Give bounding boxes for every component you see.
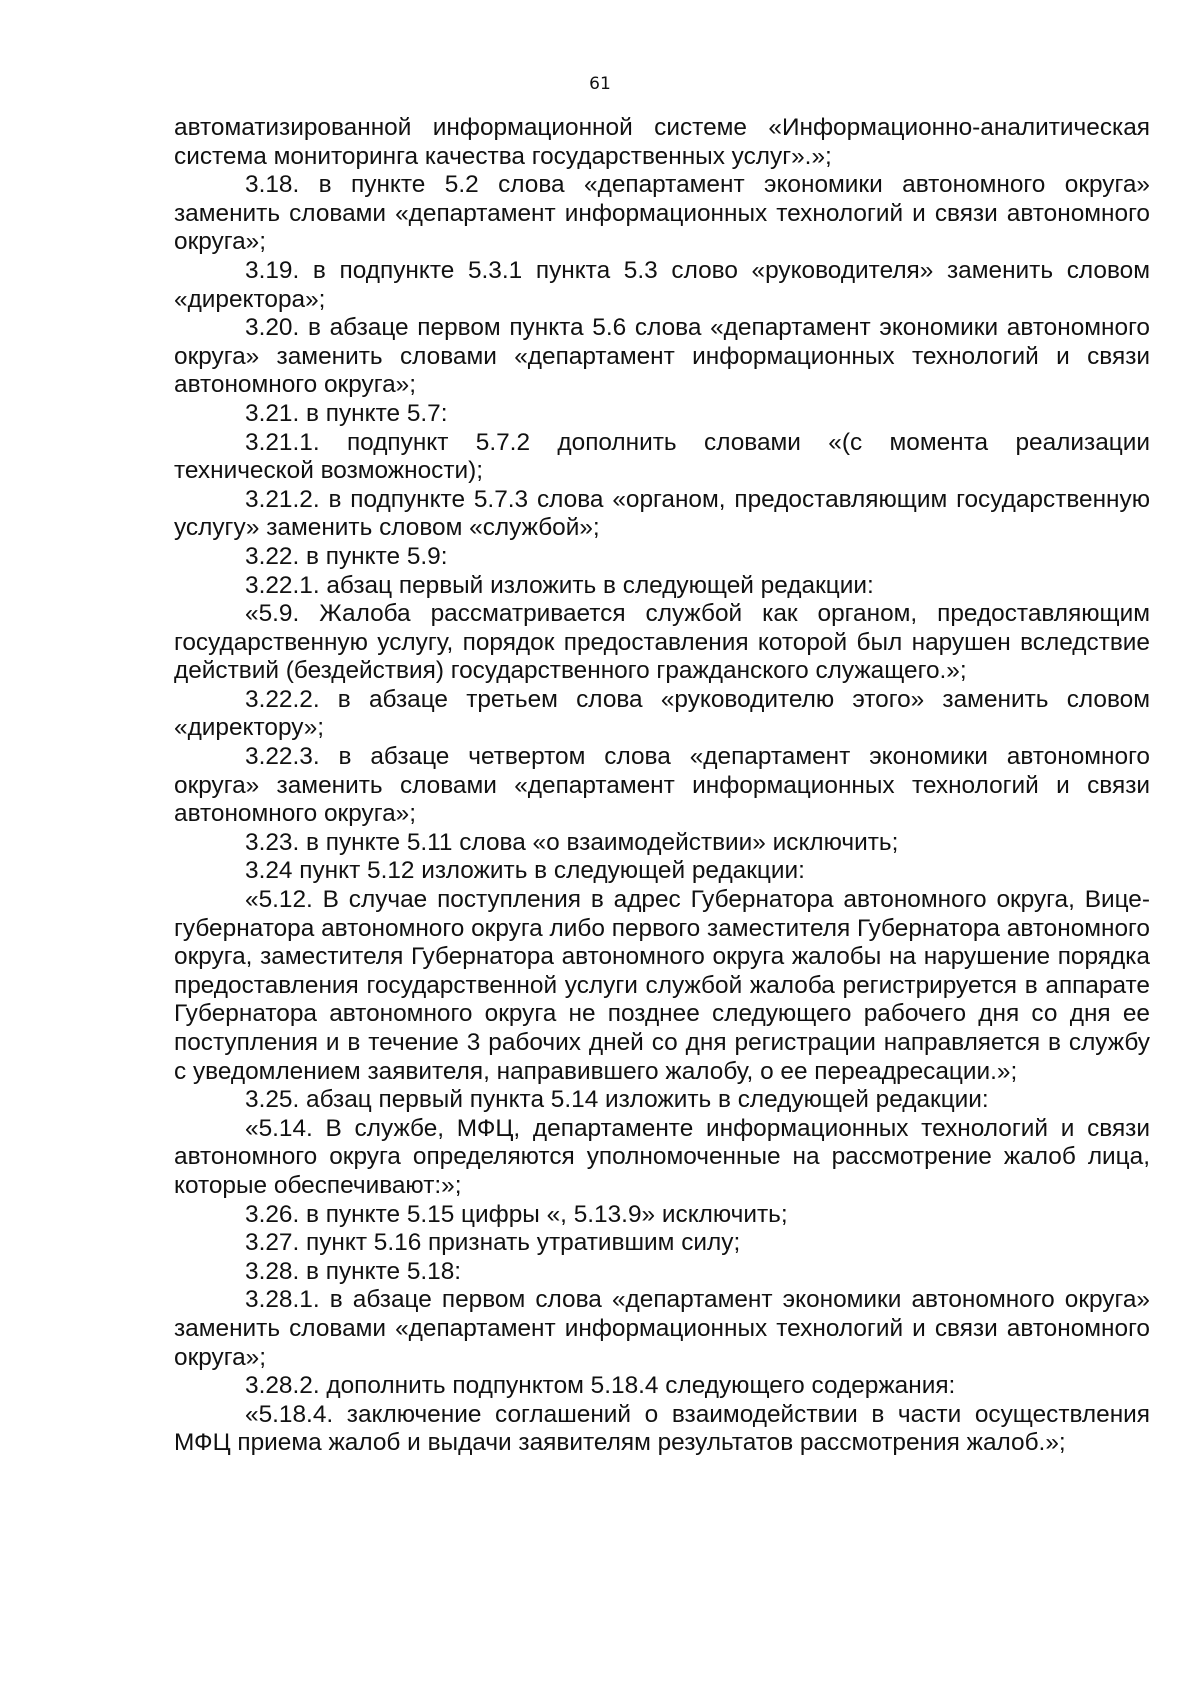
- document-body: [174, 114, 1150, 1458]
- paragraph-3-22-1: 3.22.1. абзац первый изложить в следующей редакции:: [245, 571, 874, 599]
- paragraph-3-22: 3.22. в пункте 5.9:: [245, 542, 448, 570]
- paragraph-3-22-2: 3.22.2. в абзаце третьем слова «руководителю этого» заменить словом «директору»;: [174, 685, 1150, 742]
- paragraph-3-26: 3.26. в пункте 5.15 цифры «, 5.13.9» исключить;: [245, 1200, 788, 1228]
- paragraph-3-23: 3.23. в пункте 5.11 слова «о взаимодействии» исключить;: [245, 828, 899, 856]
- paragraph-3-27: 3.27. пункт 5.16 признать утратившим силу;: [245, 1229, 741, 1257]
- paragraph-3-28-2: 3.28.2. дополнить подпунктом 5.18.4 следующего содержания:: [245, 1372, 956, 1400]
- paragraph-quote-5-18-4: «5.18.4. заключение соглашений о взаимодействии в части осуществления МФЦ приема жалоб и выдачи заявителям результатов рассмотрения жалоб.»;: [174, 1400, 1150, 1457]
- paragraph-continuation: автоматизированной информационной системе «Информационно-аналитическая система мониторинга качества государственных услуг».»;: [174, 114, 1150, 170]
- paragraph-3-21: 3.21. в пункте 5.7:: [245, 399, 448, 427]
- paragraph-quote-5-9: «5.9. Жалоба рассматривается службой как органом, предоставляющим государственную услугу, порядок предоставления которой был нарушен вследствие действий (бездействия) государственного гражданского служащего.»;: [174, 600, 1150, 685]
- paragraph-3-22-3: 3.22.3. в абзаце четвертом слова «департамент экономики автономного округа» заменить словами «департамент информационных технологий и связи автономного округа»;: [174, 743, 1150, 828]
- paragraph-quote-5-14: «5.14. В службе, МФЦ, департаменте информационных технологий и связи автономного округа определяются уполномоченные на рассмотрение жалоб лица, которые обеспечивают:»;: [174, 1114, 1150, 1199]
- paragraph-3-20: 3.20. в абзаце первом пункта 5.6 слова «департамент экономики автономного округа» заменить словами «департамент информационных технологий и связи автономного округа»;: [174, 314, 1150, 399]
- paragraph-3-21-1: 3.21.1. подпункт 5.7.2 дополнить словами «(с момента реализации технической возможности);: [174, 428, 1150, 485]
- paragraph-3-28-1: 3.28.1. в абзаце первом слова «департамент экономики автономного округа» заменить словами «департамент информационных технологий и связи автономного округа»;: [174, 1286, 1150, 1371]
- paragraph-3-18: 3.18. в пункте 5.2 слова «департамент экономики автономного округа» заменить словами «департамент информационных технологий и связи автономного округа»;: [174, 171, 1150, 256]
- page-number: 61: [589, 74, 611, 94]
- paragraph-3-19: 3.19. в подпункте 5.3.1 пункта 5.3 слово «руководителя» заменить словом «директора»;: [174, 256, 1150, 313]
- paragraph-3-28: 3.28. в пункте 5.18:: [245, 1257, 462, 1285]
- paragraph-3-25: 3.25. абзац первый пункта 5.14 изложить в следующей редакции:: [245, 1086, 989, 1114]
- paragraph-3-21-2: 3.21.2. в подпункте 5.7.3 слова «органом, предоставляющим государственную услугу» заменить словом «службой»;: [174, 485, 1150, 542]
- paragraph-3-24: 3.24 пункт 5.12 изложить в следующей редакции:: [245, 857, 805, 885]
- paragraph-quote-5-12: «5.12. В случае поступления в адрес Губернатора автономного округа, Вице-губернатора автономного округа либо первого заместителя Губернатора автономного округа, заместителя Губернатора автономного округа жалобы на нарушение порядка предоставления государственной услуги службой жалоба регистрируется в аппарате Губернатора автономного округа не позднее следующего рабочего дня со дня ее поступления и в течение 3 рабочих дней со дня регистрации направляется в службу с уведомлением заявителя, направившего жалобу, о ее переадресации.»;: [174, 886, 1150, 1085]
